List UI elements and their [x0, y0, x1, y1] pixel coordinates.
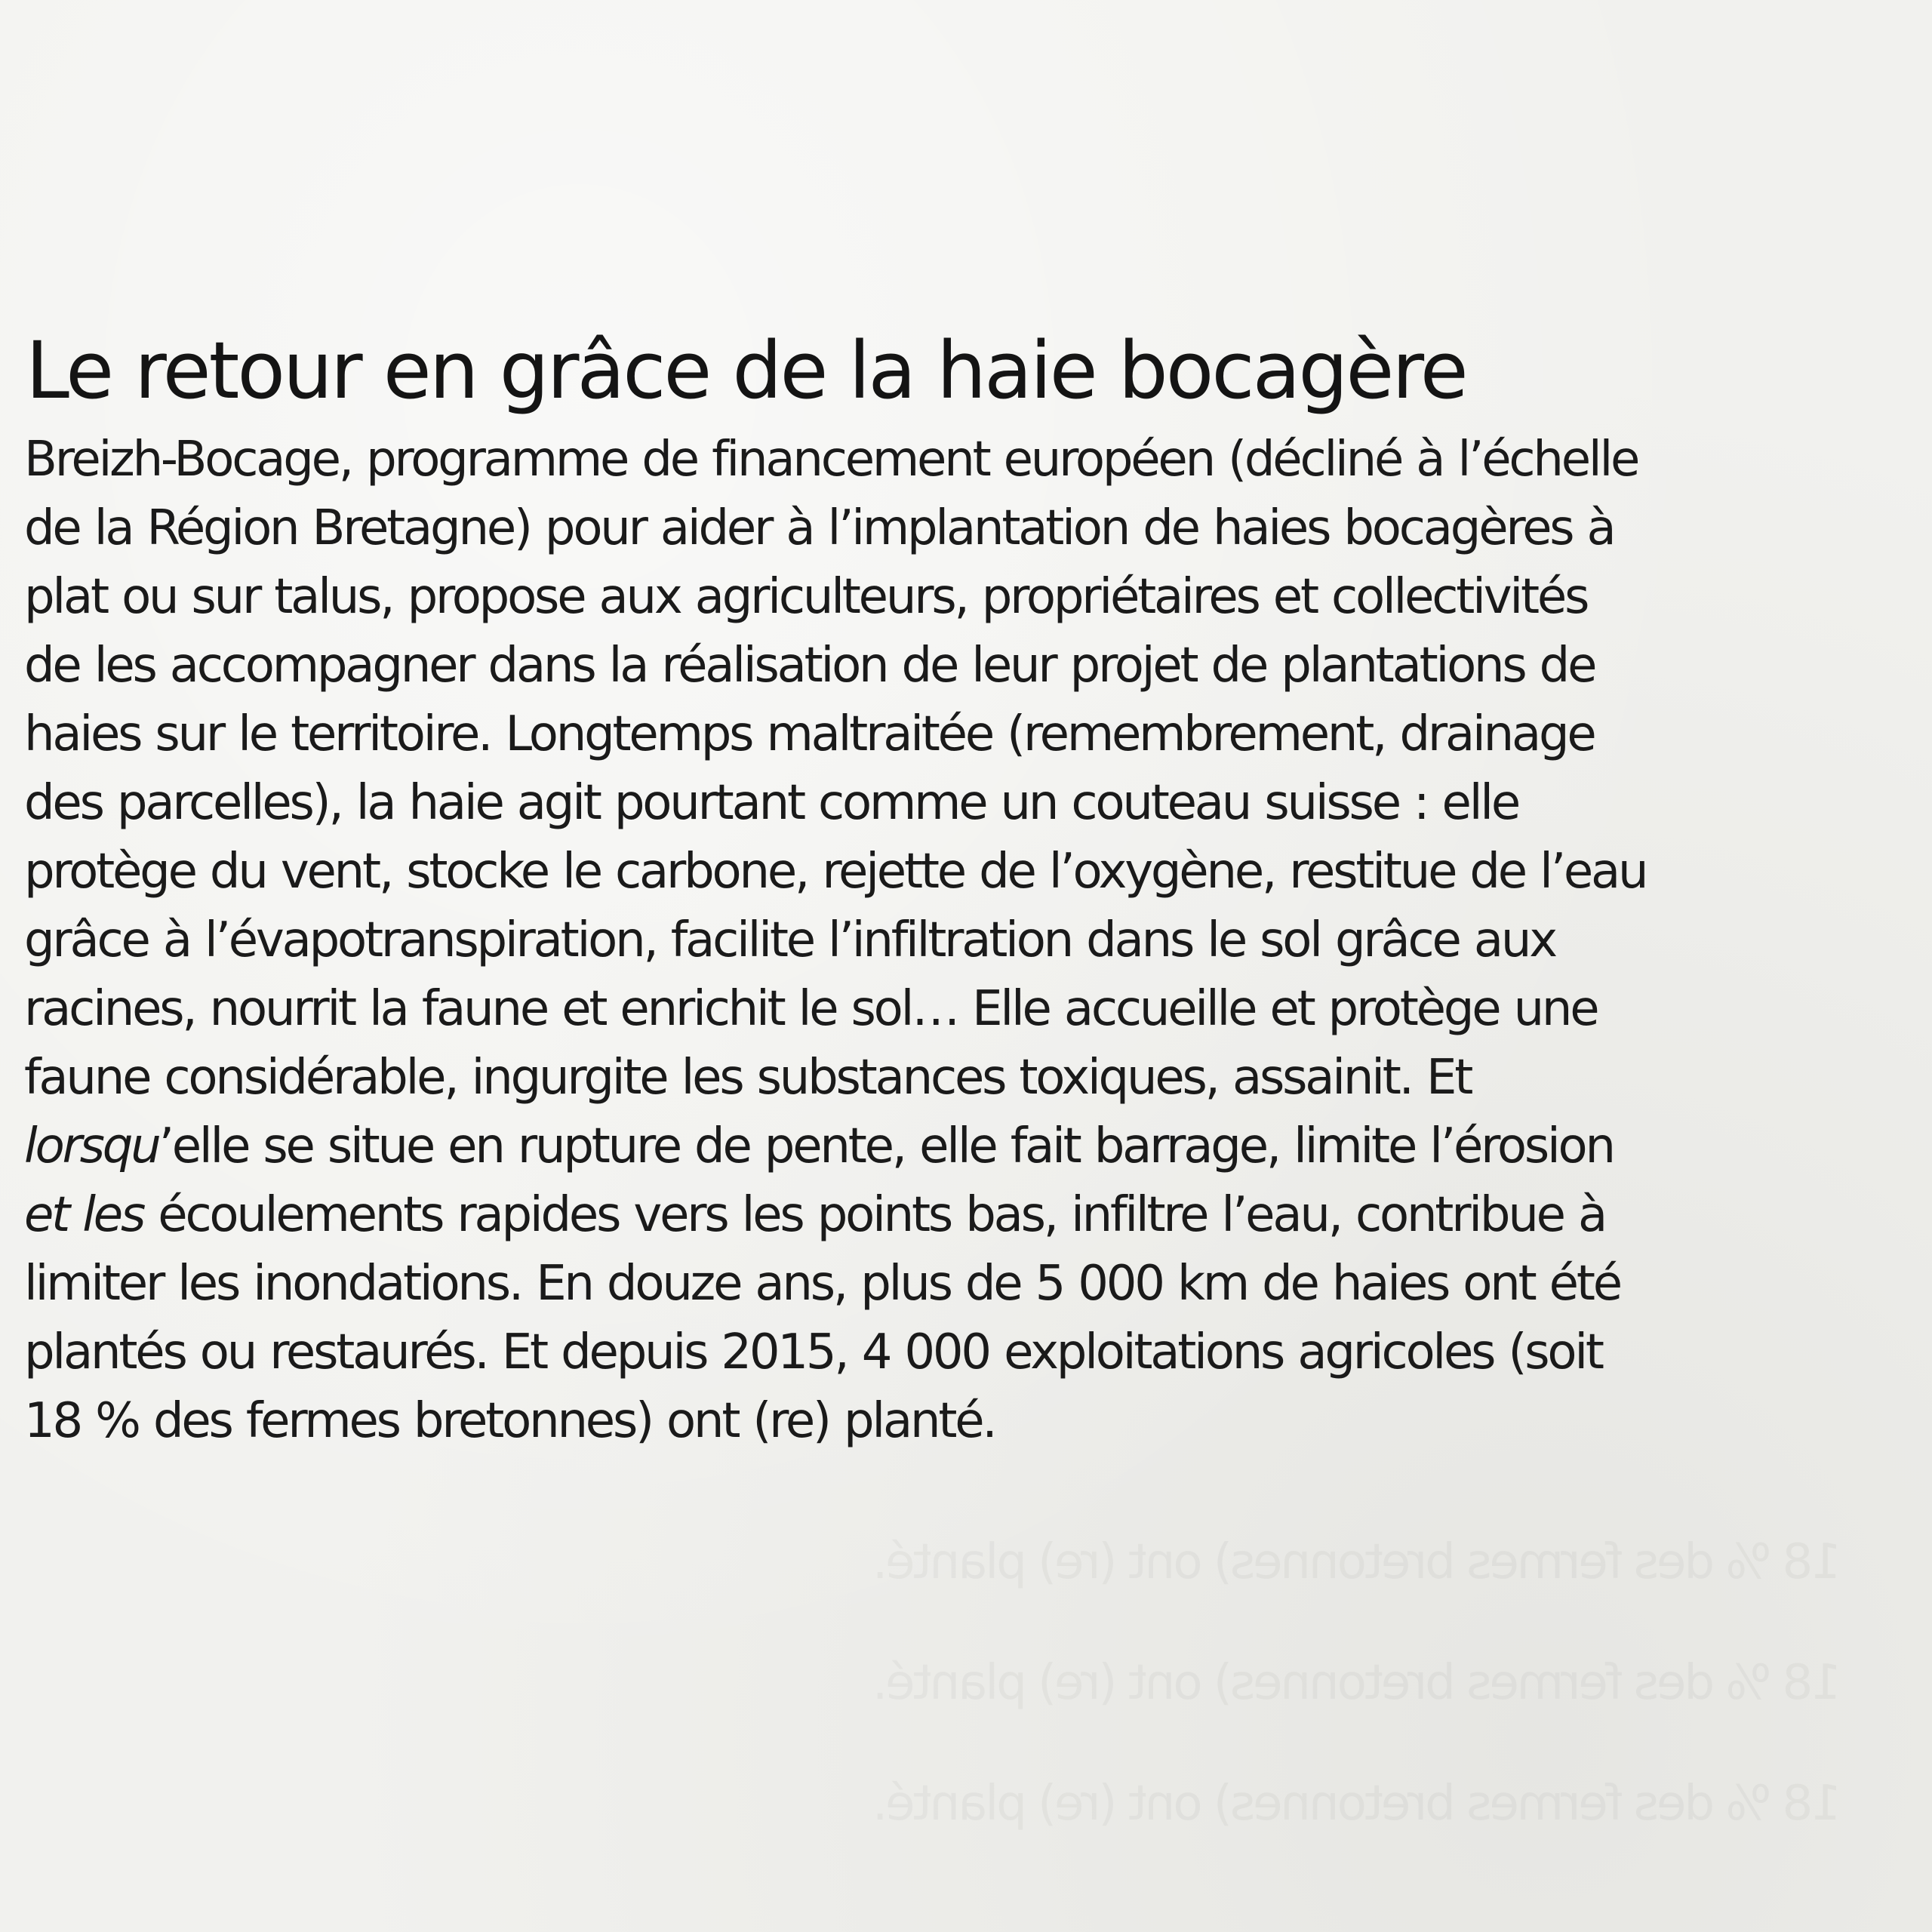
body-line: des parcelles), la haie agit pourtant comme un couteau suisse : elle — [24, 775, 1519, 831]
article — [24, 326, 1911, 1456]
body-line: protège du vent, stocke le carbone, rejette de l’oxygène, restitue de l’eau — [24, 844, 1647, 900]
body-line: plantés ou restaurés. Et depuis 2015, 4 000 exploitations agricoles (soit — [24, 1324, 1602, 1380]
line-rest: ’elle se situe en rupture de pente, elle fait barrage, limite l’érosion — [158, 1118, 1614, 1174]
body-line: de la Région Bretagne) pour aider à l’implantation de haies bocagères à — [24, 500, 1614, 556]
body-line: faune considérable, ingurgite les substances toxiques, assainit. Et — [24, 1050, 1472, 1106]
body-line: de les accompagner dans la réalisation de leur projet de plantations de — [24, 638, 1595, 694]
ghost-line: 18 % des fermes bretonnes) ont (re) planté. — [874, 1776, 1841, 1832]
article-title: Le retour en grâce de la haie bocagère — [26, 325, 1466, 417]
body-line: grâce à l’évapotranspiration, facilite l’infiltration dans le sol grâce aux — [24, 912, 1555, 968]
body-line: plat ou sur talus, propose aux agriculteurs, propriétaires et collectivités — [24, 569, 1588, 625]
italic-fragment: et les — [24, 1187, 144, 1243]
body-line: Breizh-Bocage, programme de financement européen (décliné à l’échelle — [24, 432, 1638, 488]
article-body — [24, 426, 1911, 1456]
line-rest: écoulements rapides vers les points bas, infiltre l’eau, contribue à — [143, 1187, 1606, 1243]
body-line — [24, 1112, 1911, 1181]
body-line — [24, 1181, 1911, 1250]
body-line: 18 % des fermes bretonnes) ont (re) planté. — [24, 1393, 995, 1449]
body-line: racines, nourrit la faune et enrichit le sol… Elle accueille et protège une — [24, 981, 1598, 1037]
ghost-line: 18 % des fermes bretonnes) ont (re) planté. — [874, 1534, 1841, 1590]
body-line: haies sur le territoire. Longtemps maltraitée (remembrement, drainage — [24, 706, 1595, 762]
italic-fragment: lorsqu — [24, 1118, 159, 1174]
body-line: limiter les inondations. En douze ans, plus de 5 000 km de haies ont été — [24, 1256, 1620, 1312]
ghost-line: 18 % des fermes bretonnes) ont (re) planté. — [874, 1655, 1841, 1711]
show-through-shadow — [30, 1502, 1841, 1864]
